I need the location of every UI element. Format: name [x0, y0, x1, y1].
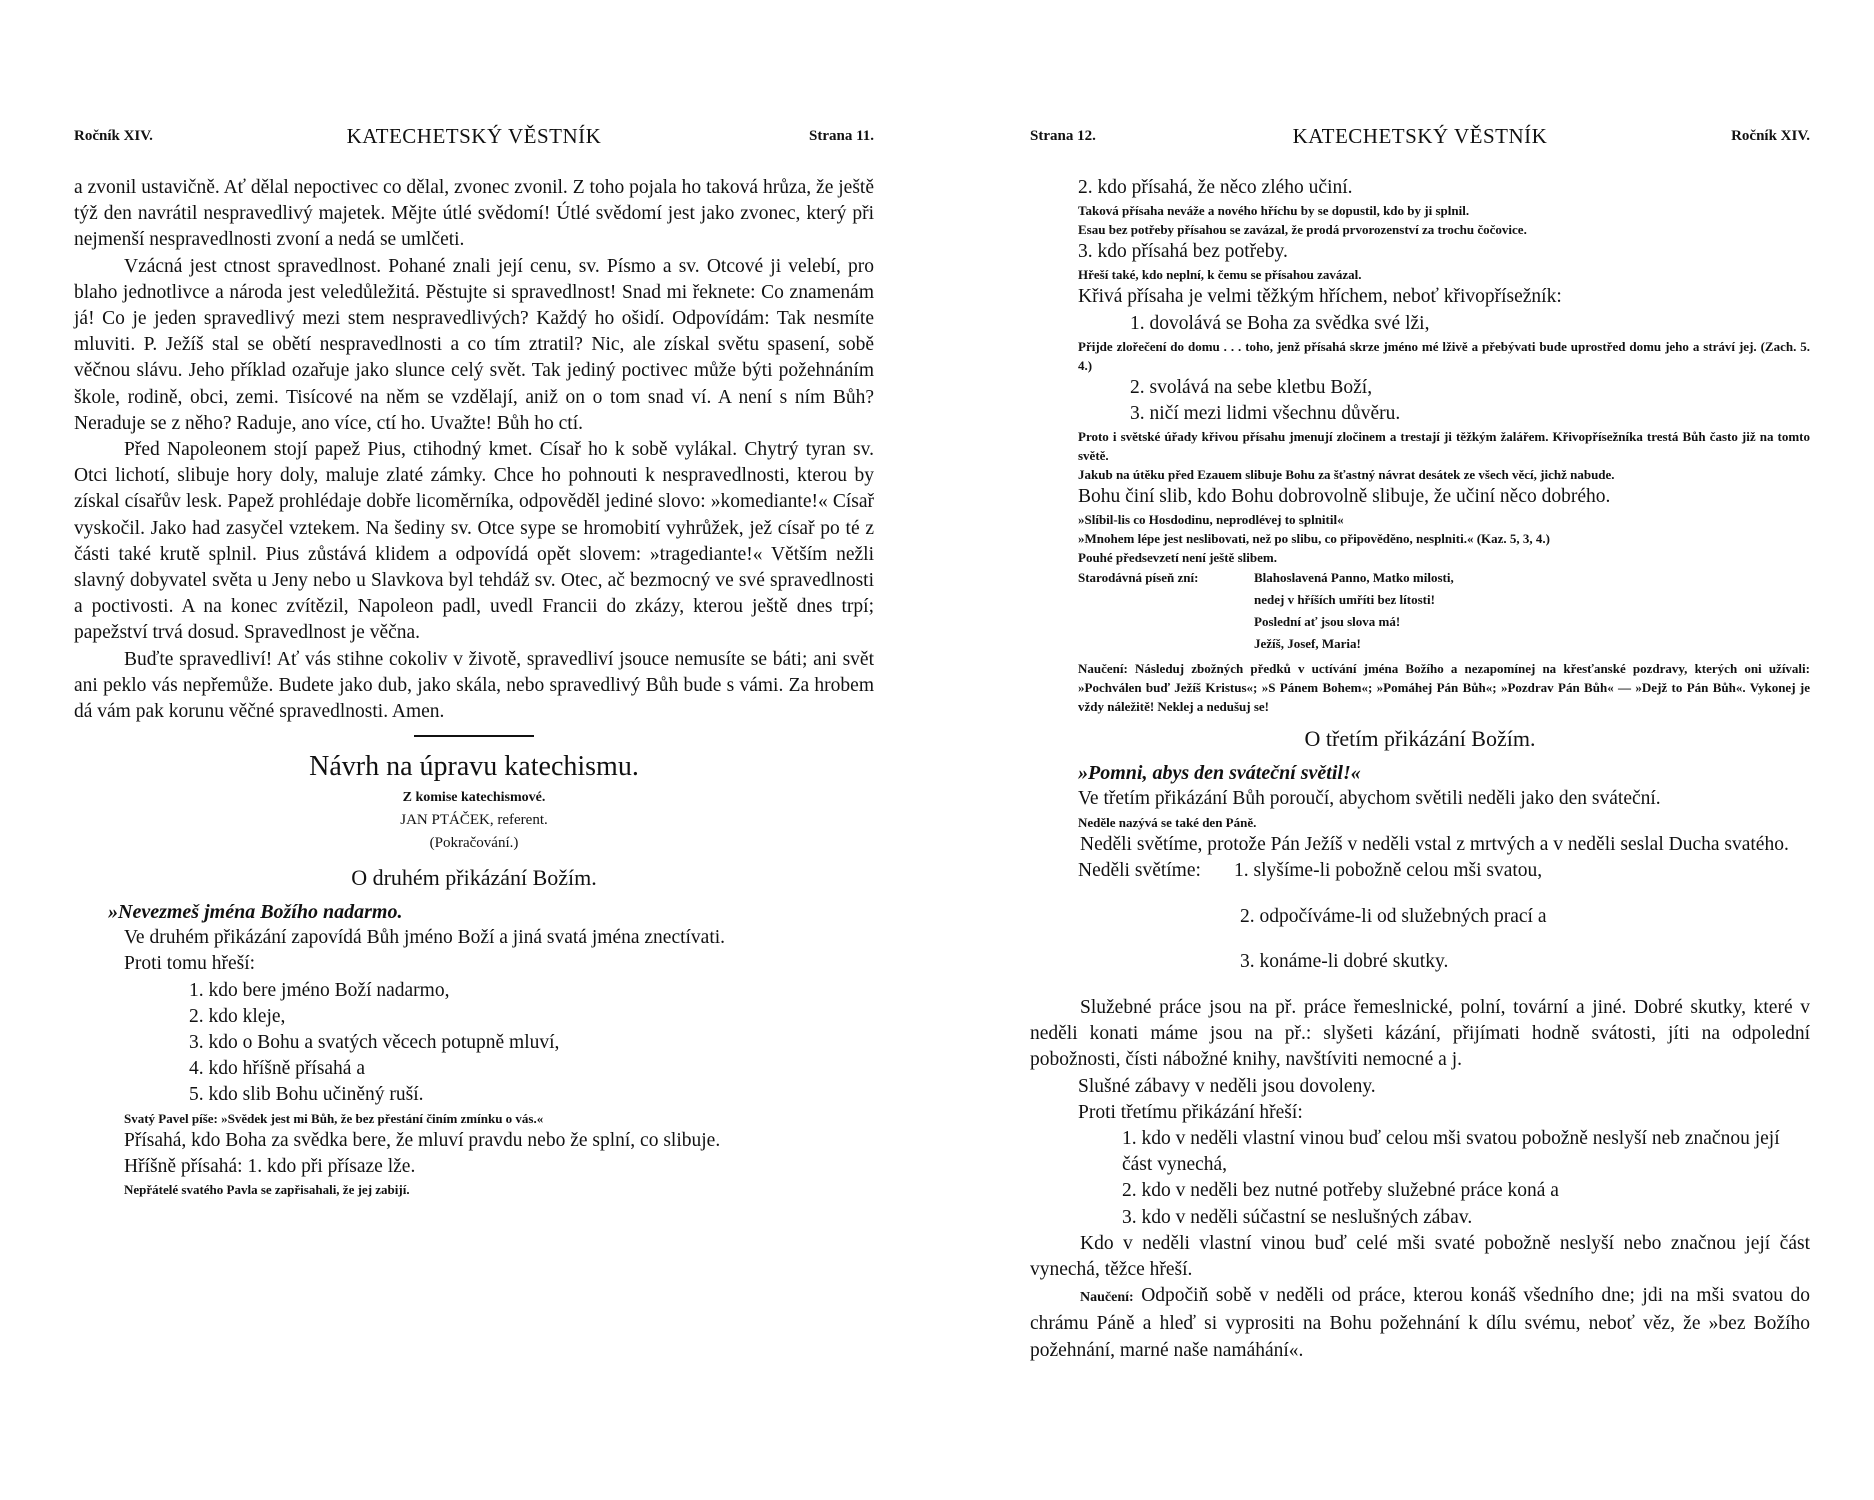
list-item: 2. kdo v neděli bez nutné potřeby služebné práce koná a [1122, 1180, 1559, 1202]
right-page-header [1030, 124, 1810, 154]
paragraph: Kdo v neděli vlastní vinou buď celé mši svaté pobožně neslyší nebo značnou její část vynechá, těžce hřeší. [1030, 1232, 1810, 1280]
paragraph: Hříšně přísahá: 1. kdo při přísaze lže. [124, 1155, 416, 1177]
list-item: 2. svolává na sebe kletbu Boží, [1130, 376, 1373, 398]
list-item: 3. konáme-li dobré skutky. [1240, 951, 1449, 973]
note: Taková přísaha neváže a nového hříchu by se dopustil, kdo by ji splnil. [1078, 203, 1470, 219]
list-item: 1. slyšíme-li pobožně celou mši svatou, [1234, 859, 1543, 881]
note: Hřeší také, kdo neplní, k čemu se přísahou zavázal. [1078, 267, 1362, 283]
poem-line: Ježíš, Josef, Maria! [1254, 636, 1361, 652]
note: Svatý Pavel píše: »Svědek jest mi Bůh, že bez přestání činím zmínku o vás.« [124, 1110, 544, 1126]
note: Pouhé předsevzetí není ještě slibem. [1078, 550, 1277, 566]
note: »Mnohem lépe jest neslibovati, než po slibu, co připověděno, nesplniti.« (Kaz. 5, 3, 4.) [1078, 531, 1550, 547]
article-source: Z komise katechismové. [402, 790, 546, 806]
left-page [74, 0, 874, 1500]
paragraph: Buďte spravedliví! Ať vás stihne cokoliv v životě, spravedliví jsouce nemusíte se báti; ani svět ani peklo vás nepřemůže. Budete jako dub, jako skála, nebo spravedlivý Bůh bude s vámi. Za hrobem dá vám pak korunu věčné spravedlnosti. Amen. [74, 648, 874, 723]
paragraph: Neděli světíme, protože Pán Ježíš v neděli vstal z mrtvých a v neděli seslal Ducha svatého. [1080, 833, 1789, 855]
list-heading: Proti třetímu přikázání hřeší: [1078, 1101, 1303, 1123]
right-page [1030, 0, 1810, 1500]
note: Neděle nazývá se také den Páně. [1078, 814, 1257, 830]
note: Přijde zlořečení do domu . . . toho, jenž přísahá skrze jméno mé lživě a přebývati bude uprostřed domu jeho a stráví jej. (Zach. 5. 4.) [1078, 338, 1810, 373]
journal-title: KATECHETSKÝ VĚSTNÍK [346, 124, 602, 148]
list-item: 5. kdo slib Bohu učiněný ruší. [189, 1084, 424, 1106]
paragraph: a zvonil ustavičně. Ať dělal nepoctivec co dělal, zvonec zvonil. Z toho pojala ho taková hrůza, že ještě týž den navrátil nespravedlivý majetek. Mějte útlé svědomí! Útlé svědomí jest jako zvonec, který při nejmenší nespravedlnosti zvoní a nedá se umlčeti. [74, 177, 874, 251]
paragraph: Bohu činí slib, kdo Bohu dobrovolně slibuje, že učiní něco dobrého. [1078, 486, 1611, 508]
list-item: 1. dovolává se Boha za svědka své lži, [1130, 312, 1430, 334]
section-title: O druhém přikázání Božím. [351, 865, 597, 891]
volume-label: Ročník XIV. [74, 128, 153, 144]
page-number: Strana 11. [808, 128, 874, 144]
lesson-paragraph [1030, 1283, 1810, 1364]
note: »Slíbil-lis co Hosdodinu, neprodlévej to splnitil« [1078, 512, 1344, 528]
article-author: JAN PTÁČEK, referent. [400, 812, 548, 829]
note: Jakub na útěku před Ezauem slibuje Bohu za šťastný návrat desátek ze všech věcí, jichž nabude. [1078, 467, 1615, 483]
note: Esau bez potřeby přísahou se zavázal, že prodá prvorozenství za trochu čočovice. [1078, 222, 1527, 238]
list-item: 4. kdo hříšně přísahá a [189, 1058, 365, 1080]
article-continuation: (Pokračování.) [429, 835, 519, 852]
volume-label: Ročník XIV. [1731, 128, 1810, 144]
list-item: 3. kdo o Bohu a svatých věcech potupně mluví, [189, 1032, 560, 1054]
paragraph: Křivá přísaha je velmi těžkým hříchem, neboť křivopřísežník: [1078, 286, 1562, 308]
paragraph: Služebné práce jsou na př. práce řemeslnické, polní, tovární a jiné. Dobré skutky, které v neděli konati máme jsou na př.: slyšeti kázání, přijímati hodně svátosti, jíti na odpolední pobožnosti, čísti nábožné knihy, navštíviti nemocné a j. [1030, 996, 1810, 1071]
note: Nepřátelé svatého Pavla se zapřisahali, že jej zabijí. [124, 1182, 410, 1198]
poem-lead: Starodávná píseň zní: [1078, 570, 1199, 586]
lesson-note: Naučení: Následuj zbožných předků v uctívání jména Božího a nezapomínej na křesťanské pozdravy, kterých oni užívali: »Pochválen buď Ježíš Kristus«; »S Pánem Bohem«; »Pomáhej Pán Bůh«; »Pozdrav Pán Bůh« — »Dejž to Pán Bůh«. Vykonej je vždy náležitě! Neklej a nedušuj se! [1078, 661, 1810, 715]
lesson-label: Naučení: [1080, 1290, 1134, 1306]
paragraph: Ve třetím přikázání Bůh poroučí, abychom světili neděli jako den sváteční. [1078, 788, 1661, 810]
list-item: 3. ničí mezi lidmi všechnu důvěru. [1130, 403, 1401, 425]
poem-line: nedej v hříších umříti bez lítosti! [1254, 592, 1435, 608]
list-heading: Neděli světíme: [1078, 859, 1201, 881]
list-item: 3. kdo v neděli súčastní se neslušných zábav. [1122, 1206, 1473, 1228]
paragraph: Přísahá, kdo Boha za svědka bere, že mluví pravdu nebo že splní, co slibuje. [124, 1129, 721, 1151]
list-item: 3. kdo přísahá bez potřeby. [1078, 241, 1288, 263]
journal-title: KATECHETSKÝ VĚSTNÍK [1292, 124, 1548, 148]
poem-line: Poslední ať jsou slova má! [1254, 614, 1401, 630]
poem-line: Blahoslavená Panno, Matko milosti, [1254, 570, 1454, 586]
lesson-text: Odpočiň sobě v neděli od práce, kterou konáš všedního dne; jdi na mši svatou do chrámu Páně a hleď si vyprositi na Bohu požehnání k dílu svému, neboť věz, že »bez Božího požehnání, marné naše namáhání«. [1030, 1285, 1811, 1361]
section-title: O třetím přikázání Božím. [1304, 726, 1536, 752]
note: Proto i světské úřady křivou přísahu jmenují zločinem a trestají ji těžkým žalářem. Křivopřísežníka trestá Bůh často již na tomto světě. [1078, 429, 1810, 464]
paragraph: Slušné zábavy v neděli jsou dovoleny. [1078, 1075, 1376, 1097]
sunday-list [1030, 858, 1810, 884]
list-item: 2. kdo kleje, [189, 1005, 286, 1027]
section-divider [414, 735, 534, 737]
list-item: 1. kdo v neděli vlastní vinou buď celou mši svatou pobožně neslyší neb značnou její část vynechá, [1122, 1127, 1780, 1176]
paragraph: Vzácná jest ctnost spravedlnost. Pohané znali její cenu, sv. Písmo a sv. Otcové ji velebí, pro blaho jednotlivce a národa jest veledůležitá. Pěstujte si spravedlnost! Snad mi řeknete: Co znamenám já! Co je jeden spravedlivý mezi stem nespravedlivých? Každý ho ošidí. Odpovídám: Tak nesmíte mluviti. P. Ježíš stal se obětí nespravedlnosti a co tím ztratil? Nic, ale získal světu spasení, sobě věčnou slávu. Jeho příklad ozařuje jako slunce celý svět. Tak jediný poctivec může býti požehnáním škole, rodině, obci, zemi. Tisícové na něm se vzdělají, aniž on o tom snad ví. A není s ním Bůh? Neraduje se z něho? Raduje, ano více, ctí ho. Uvažte! Bůh ho ctí. [74, 255, 874, 434]
paragraph: Ve druhém přikázání zapovídá Bůh jméno Boží a jiná svatá jména znectívati. [124, 927, 726, 949]
right-page-body [1030, 175, 1810, 1364]
commandment-quote: »Pomni, abys den sváteční světil!« [1078, 762, 1361, 785]
left-page-body [74, 175, 874, 1199]
list-item: 1. kdo bere jméno Boží nadarmo, [189, 979, 450, 1001]
list-item: 2. odpočíváme-li od služebných prací a [1240, 905, 1547, 927]
poem [1030, 567, 1810, 655]
left-page-header [74, 124, 874, 154]
list-item: 2. kdo přísahá, že něco zlého učiní. [1078, 177, 1353, 198]
article-title: Návrh na úpravu katechismu. [309, 751, 639, 783]
page-number: Strana 12. [1030, 128, 1096, 144]
list-heading: Proti tomu hřeší: [124, 953, 256, 975]
paragraph: Před Napoleonem stojí papež Pius, ctihodný kmet. Císař ho k sobě vylákal. Chytrý tyran sv. Otci lichotí, slibuje hory doly, maluje zlaté zámky. Chce ho pohnouti k nespravedlnosti, kterou by získal císařův lesk. Papež prohlédaje dobře licoměrníka, odpověděl jediné slovo: »komediante!« Císař vyskočil. Jako had zasyčel vztekem. Na šediny sv. Otce sype se hromobití vyhrůžek, jež císař po té z části také krutě splnil. Pius zůstává klidem a odpovídá opět slovem: »tragediante!« Větším nežli slavný dobyvatel světa u Jeny nebo u Slavkova byl tehdáž sv. Otec, ač bezmocný ve své spravedlnosti a poctivosti. A na konec zvítězil, Napoleon padl, uvedl Francii do zkázy, kterou ještě dnes trpí; papežství trvá dosud. Spravedlnost je věčna. [74, 439, 874, 644]
commandment-quote: »Nevezmeš jména Božího nadarmo. [108, 901, 403, 924]
